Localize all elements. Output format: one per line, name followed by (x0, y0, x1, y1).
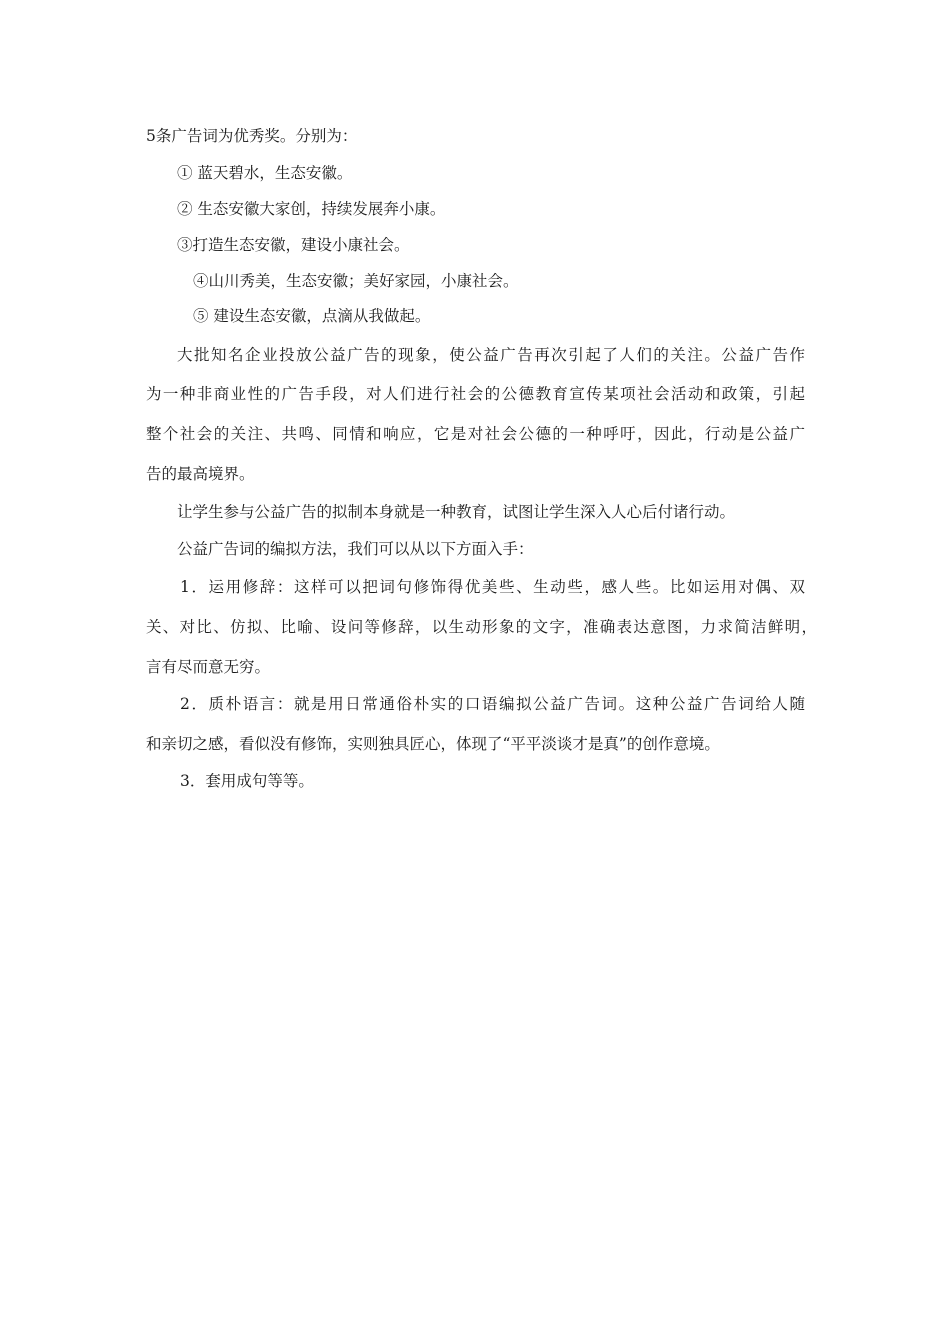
paragraph-1-line-2: 为一种非商业性的广告手段，对人们进行社会的公德教育宣传某项社会活动和政策，引起 (146, 385, 805, 403)
method-1-line-1: 1．运用修辞：这样可以把词句修饰得优美些、生动些，感人些。比如运用对偶、双 (180, 578, 805, 596)
method-1-line-2: 关、对比、仿拟、比喻、设问等修辞，以生动形象的文字，准确表达意图，力求简洁鲜明， (146, 618, 817, 636)
paragraph-1-line-3: 整个社会的关注、共鸣、同情和响应，它是对社会公德的一种呼吁，因此，行动是公益广 (146, 425, 805, 443)
slogan-3: ③打造生态安徽，建设小康社会。 (177, 236, 410, 254)
paragraph-1-line-4: 告的最高境界。 (146, 465, 255, 483)
paragraph-3: 公益广告词的编拟方法，我们可以从以下方面入手： (177, 540, 534, 558)
method-2-line-1: 2．质朴语言：就是用日常通俗朴实的口语编拟公益广告词。这种公益广告词给人随 (180, 695, 805, 713)
method-2-line-2: 和亲切之感，看似没有修饰，实则独具匠心，体现了“平平淡谈才是真”的创作意境。 (146, 735, 720, 753)
paragraph-1-line-1: 大批知名企业投放公益广告的现象，使公益广告再次引起了人们的关注。公益广告作 (177, 346, 805, 364)
intro-line: 5条广告词为优秀奖。分别为： (146, 127, 358, 145)
method-1-line-3: 言有尽而意无穷。 (146, 658, 271, 676)
slogan-1: ① 蓝天碧水，生态安徽。 (177, 164, 353, 182)
method-3: 3．套用成句等等。 (180, 772, 314, 790)
paragraph-2: 让学生参与公益广告的拟制本身就是一种教育，试图让学生深入人心后付诸行动。 (177, 503, 736, 521)
slogan-4: ④山川秀美，生态安徽；美好家园，小康社会。 (193, 272, 519, 290)
slogan-5: ⑤ 建设生态安徽，点滴从我做起。 (193, 307, 431, 325)
slogan-2: ② 生态安徽大家创，持续发展奔小康。 (177, 200, 446, 218)
